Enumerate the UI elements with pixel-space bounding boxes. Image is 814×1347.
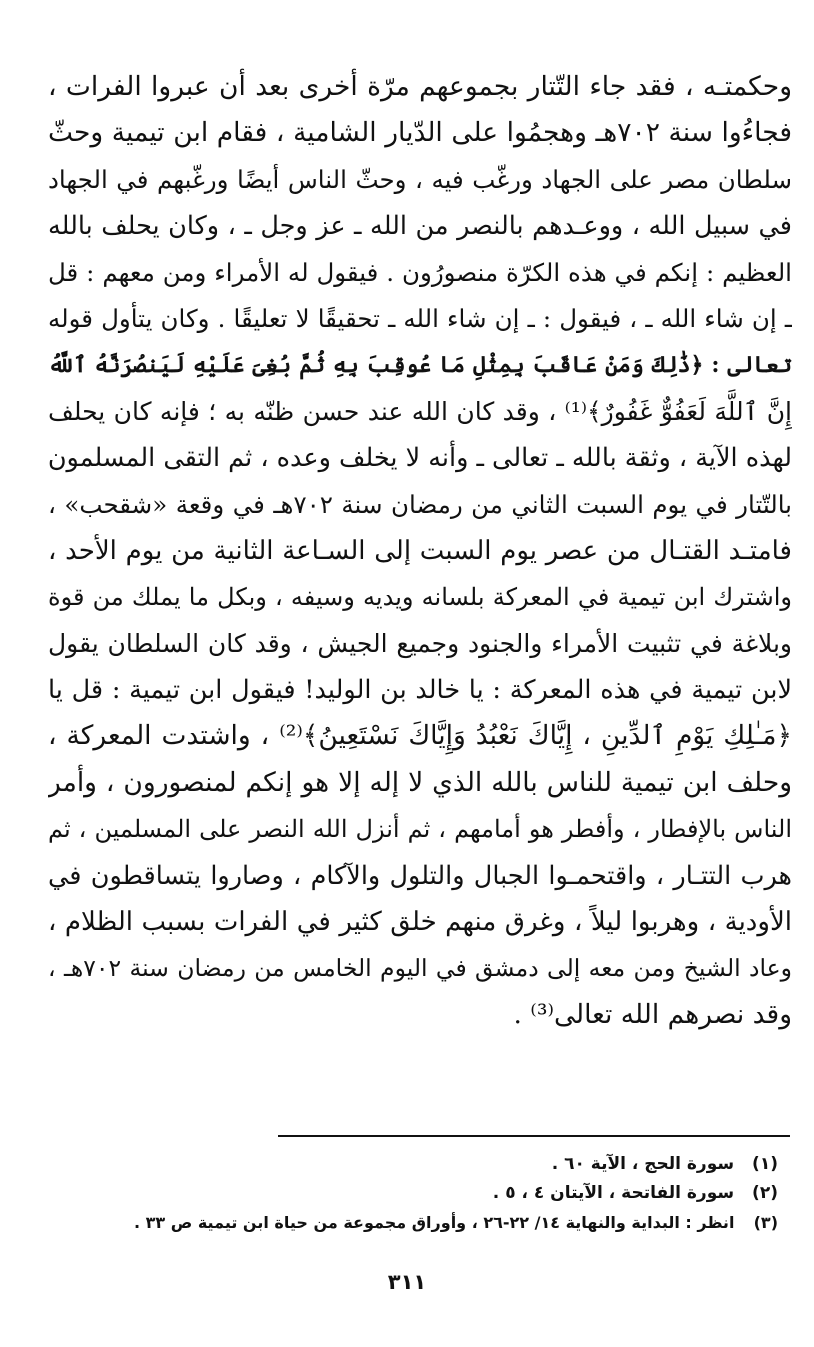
- footnote-number: (٣): [753, 1213, 778, 1232]
- text-line-21: وقد نصرهم الله تعالى⁽³⁾ .: [513, 998, 792, 1030]
- text-line-3: سلطان مصر على الجهاد ورغّب فيه ، وحثّ الناس أيضًا ورغّبهم في الجهاد: [48, 164, 792, 194]
- page-number: ٣١١: [387, 1270, 427, 1294]
- text-line-12: واشترك ابن تيمية في المعركة بلسانه ويديه وسيفه ، وبكل ما يملك من قوة: [48, 583, 792, 612]
- text-line-20: وعاد الشيخ ومن معه إلى دمشق في اليوم الخامس من رمضان سنة ٧٠٢هـ ،: [48, 954, 792, 983]
- main-text: [48, 64, 792, 1038]
- footnote-text: انظر : البداية والنهاية ١٤/ ٢٢-٢٦ ، وأوراق مجموعة من حياة ابن تيمية ص ٣٣ .: [134, 1213, 735, 1232]
- text-line-13: وبلاغة في تثبيت الأمراء والجنود وجميع الجيش ، وقد كان السلطان يقول: [48, 628, 792, 658]
- text-line-10: بالتّتار في يوم السبت الثاني من رمضان سنة ٧٠٢هـ في وقعة «شقحب» ،: [48, 489, 792, 519]
- text-line-1: وحكمتـه ، فقد جاء التّتار بجموعهم مرّة أخرى بعد أن عبروا الفرات ،: [48, 71, 792, 102]
- footnote-3: [120, 1208, 778, 1237]
- text-line-7-quran-verse: تعالى : ﴿ذَٰلِكَ وَمَنْ عَاقَبَ بِمِثْلِ مَا عُوقِبَ بِهِ ثُمَّ بُغِىَ عَلَيْهِ لَيَنصُرَنَّهُ ٱللَّهُ: [48, 352, 792, 379]
- text-line-6: ـ إن شاء الله ـ ، فيقول : ـ إن شاء الله ـ تحقيقًا لا تعليقًا . وكان يتأول قوله: [48, 303, 792, 333]
- footnote-2: [120, 1179, 778, 1208]
- text-line-17: الناس بالإفطار ، وأفطر هو أمامهم ، ثم أنزل الله النصر على المسلمين ، ثم: [48, 815, 792, 844]
- footnotes: [120, 1150, 778, 1237]
- text-line-5: العظيم : إنكم في هذه الكرّة منصورُون . فيقول له الأمراء ومن معهم : قل: [48, 257, 792, 287]
- footnote-1: [120, 1150, 778, 1179]
- text-line-2: فجاءُوا سنة ٧٠٢هـ وهجمُوا على الدّيار الشامية ، فقام ابن تيمية وحثّ: [48, 117, 792, 149]
- footnote-divider: [278, 1135, 790, 1137]
- text-line-4: في سبيل الله ، ووعـدهم بالنصر من الله ـ عز وجل ـ ، وكان يحلف بالله: [48, 211, 792, 242]
- text-line-11: فامتـد القتـال من عصر يوم السبت إلى السـاعة الثانية من يوم الأحد ،: [48, 535, 792, 566]
- text-line-8: إِنَّ ٱللَّهَ لَعَفُوٌّ غَفُورٌ﴾⁽¹⁾ ، وقد كان الله عند حسن ظنّه به ؛ فإنه كان يحلف: [48, 396, 792, 426]
- text-line-9: لهذه الآية ، وثقة بالله ـ تعالى ـ وأنه لا يخلف وعده ، ثم التقى المسلمون: [48, 443, 792, 474]
- footnote-text: سورة الفاتحة ، الآيتان ٤ ، ٥ .: [492, 1183, 735, 1203]
- text-line-16: وحلف ابن تيمية للناس بالله الذي لا إله إلا هو إنكم لمنصورون ، وأمر: [48, 766, 792, 798]
- footnote-text: سورة الحج ، الآية ٦٠ .: [551, 1154, 735, 1174]
- text-line-15-quran-verse: ﴿مَـٰلِكِ يَوْمِ ٱلدِّينِ ، إِيَّاكَ نَعْبُدُ وَإِيَّاكَ نَسْتَعِينُ﴾⁽²⁾ ، واشتدت المعركة ،: [48, 720, 792, 752]
- footnote-number: (٢): [752, 1183, 778, 1203]
- text-line-19: الأودية ، وهربوا ليلاً ، وغرق منهم خلق كثير في الفرات بسبب الظلام ،: [48, 907, 792, 938]
- footnote-number: (١): [752, 1154, 778, 1174]
- text-line-18: هرب التتـار ، واقتحمـوا الجبال والتلول والآكام ، وصاروا يتساقطون في: [48, 860, 792, 891]
- text-line-14: لابن تيمية في هذه المعركة : يا خالد بن الوليد! فيقول ابن تيمية : قل يا: [48, 675, 792, 706]
